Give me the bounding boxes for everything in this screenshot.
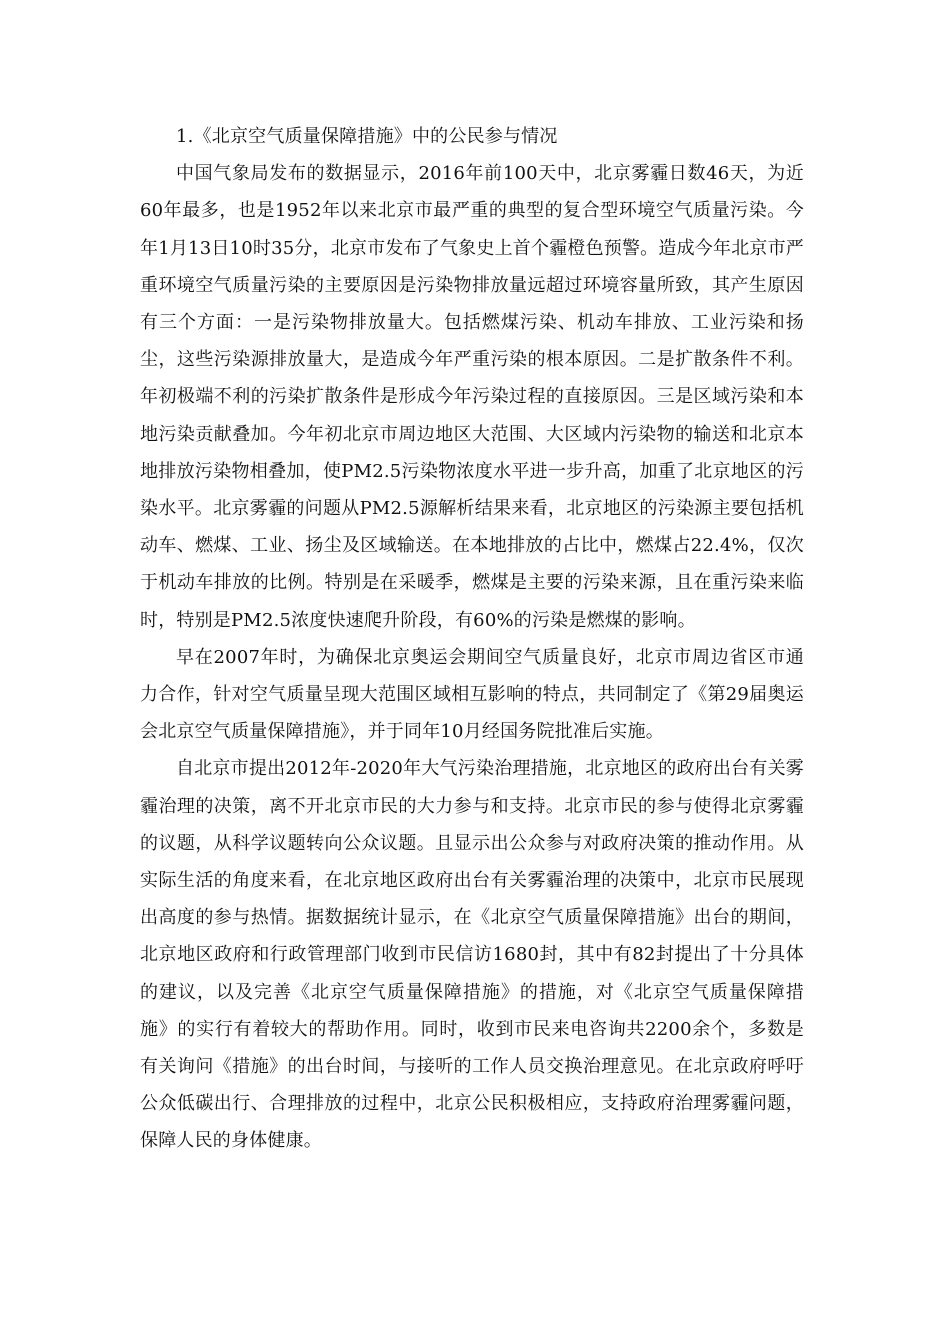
paragraph-olympics-measures: 早在2007年时，为确保北京奥运会期间空气质量良好，北京市周边省区市通力合作，针对空气质量呈现大范围区域相互影响的特点，共同制定了《第29届奥运会北京空气质量保障措施》，并于同年10月经国务院批准后实施。 (140, 646, 804, 743)
paragraph-pollution-causes: 中国气象局发布的数据显示，2016年前100天中，北京雾霾日数46天，为近60年最多，也是1952年以来北京市最严重的典型的复合型环境空气质量污染。今年1月13日10时35分，北京市发布了气象史上首个霾橙色预警。造成今年北京市严重环境空气质量污染的主要原因是污染物排放量远超过环境容量所致，其产生原因有三个方面：一是污染物排放量大。包括燃煤污染、机动车排放、工业污染和扬尘，这些污染源排放量大，是造成今年严重污染的根本原因。二是扩散条件不利。年初极端不利的污染扩散条件是形成今年污染过程的直接原因。三是区域污染和本地污染贡献叠加。今年初北京市周边地区大范围、大区域内污染物的输送和北京本地排放污染物相叠加，使PM2.5污染物浓度水平进一步升高，加重了北京地区的污染水平。北京雾霾的问题从PM2.5源解析结果来看，北京地区的污染源主要包括机动车、燃煤、工业、扬尘及区域输送。在本地排放的占比中，燃煤占22.4%，仅次于机动车排放的比例。特别是在采暖季，燃煤是主要的污染来源，且在重污染来临时，特别是PM2.5浓度快速爬升阶段，有60%的污染是燃煤的影响。 (140, 163, 804, 631)
section-heading: 1.《北京空气质量保障措施》中的公民参与情况 (176, 126, 558, 147)
document-page (140, 118, 804, 1160)
paragraph-public-participation: 自北京市提出2012年-2020年大气污染治理措施，北京地区的政府出台有关雾霾治理的决策，离不开北京市民的大力参与和支持。北京市民的参与使得北京雾霾的议题，从科学议题转向公众议题。且显示出公众参与对政府决策的推动作用。从实际生活的角度来看，在北京地区政府出台有关雾霾治理的决策中，北京市民展现出高度的参与热情。据数据统计显示，在《北京空气质量保障措施》出台的期间，北京地区政府和行政管理部门收到市民信访1680封，其中有82封提出了十分具体的建议，以及完善《北京空气质量保障措施》的措施，对《北京空气质量保障措施》的实行有着较大的帮助作用。同时，收到市民来电咨询共2200余个，多数是有关询问《措施》的出台时间，与接听的工作人员交换治理意见。在北京政府呼吁公众低碳出行、合理排放的过程中，北京公民积极相应，支持政府治理雾霾问题，保障人民的身体健康。 (140, 758, 804, 1152)
